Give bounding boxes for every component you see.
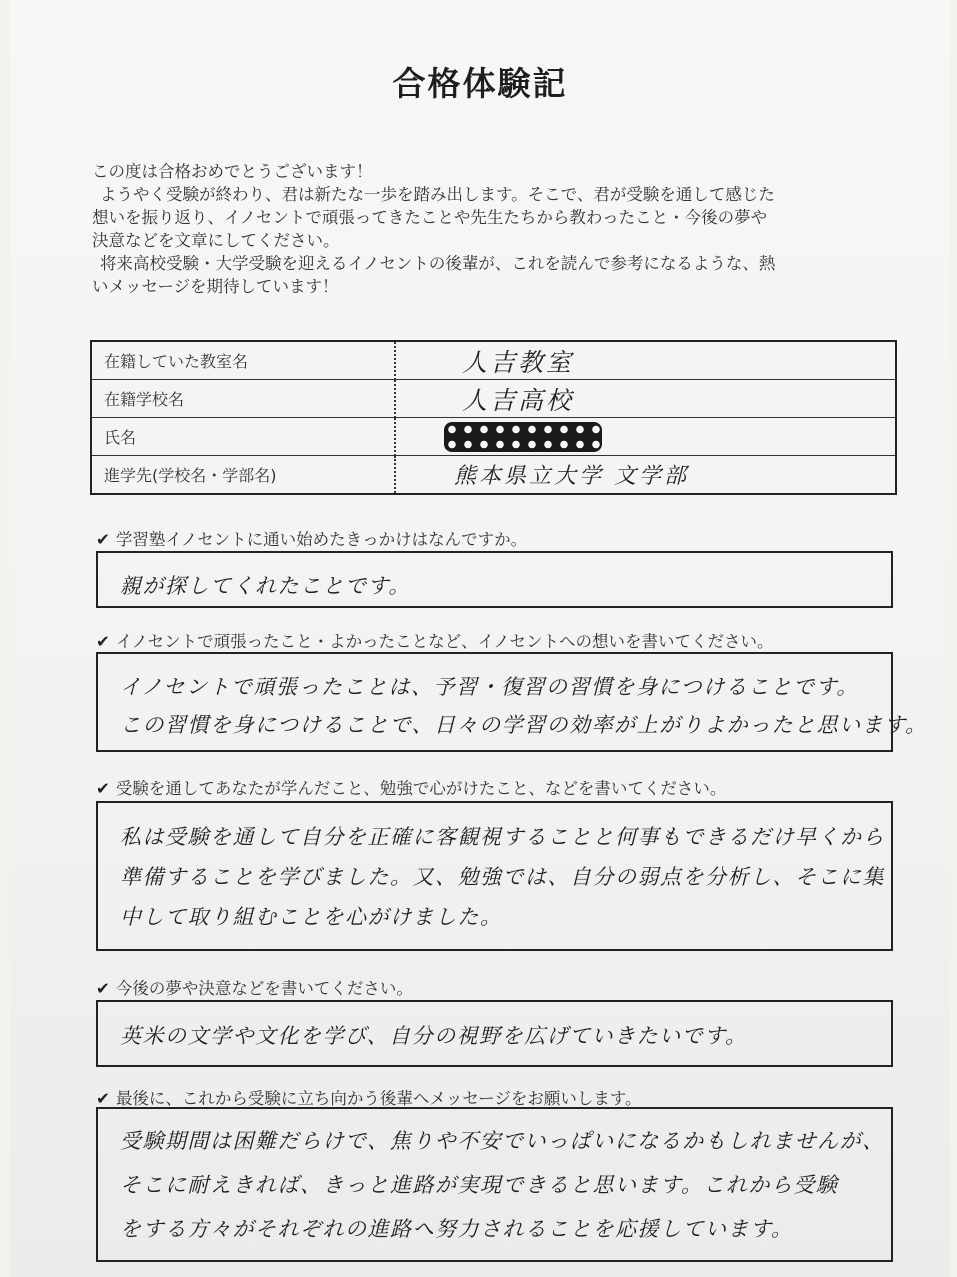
intro-line: 決意などを文章にしてください。 xyxy=(92,231,340,250)
question-5 xyxy=(96,1085,642,1109)
intro-line: ようやく受験が終わり、君は新たな一歩を踏み出します。そこで、君が受験を通して感じた xyxy=(100,185,775,204)
question-text: イノセントで頑張ったこと・よかったことなど、イノセントへの想いを書いてください。 xyxy=(115,632,774,651)
school-value: 人吉高校 xyxy=(395,380,896,418)
school-label: 在籍学校名 xyxy=(91,380,395,418)
question-text: 今後の夢や決意などを書いてください。 xyxy=(115,979,413,998)
check-icon: ✔ xyxy=(96,530,110,549)
info-row-school xyxy=(91,380,896,418)
page-title: 合格体験記 xyxy=(392,64,568,103)
question-text: 最後に、これから受験に立ち向かう後輩へメッセージをお願いします。 xyxy=(115,1089,642,1108)
answer-box-2 xyxy=(96,652,928,752)
info-row-name xyxy=(91,418,896,456)
answer-box-4 xyxy=(96,1000,893,1067)
name-label: 氏名 xyxy=(91,418,395,456)
classroom-label: 在籍していた教室名 xyxy=(91,341,395,380)
answer-box-5 xyxy=(96,1107,893,1262)
answer-line: 受験期間は困難だらけで、焦りや不安でいっぱいになるかもしれませんが、 xyxy=(120,1129,885,1153)
answer-box-3 xyxy=(96,801,893,951)
answer-line: をする方々がそれぞれの進路へ努力されることを応援しています。 xyxy=(120,1217,794,1241)
destination-value: 熊本県立大学 文学部 xyxy=(395,456,896,495)
answer-line: 準備することを学びました。又、勉強では、自分の弱点を分析し、そこに集 xyxy=(120,865,885,889)
intro-line: この度は合格おめでとうございます！ xyxy=(92,162,373,181)
question-text: 学習塾イノセントに通い始めたきっかけはなんですか。 xyxy=(115,530,528,549)
question-4 xyxy=(96,975,413,999)
info-table xyxy=(90,340,897,495)
redaction-mask xyxy=(444,422,602,452)
info-row-classroom xyxy=(91,341,896,380)
check-icon: ✔ xyxy=(96,1089,110,1108)
question-text: 受験を通してあなたが学んだこと、勉強で心がけたこと、などを書いてください。 xyxy=(115,779,727,798)
question-1 xyxy=(96,526,527,550)
answer-line: そこに耐えきれば、きっと進路が実現できると思います。これから受験 xyxy=(120,1173,839,1197)
answer-line: 私は受験を通して自分を正確に客観視することと何事もできるだけ早くから xyxy=(120,825,885,849)
name-value xyxy=(395,418,896,456)
check-icon: ✔ xyxy=(96,632,110,651)
answer-line: この習慣を身につけることで、日々の学習の効率が上がりよかったと思います。 xyxy=(120,713,928,737)
destination-label: 進学先(学校名・学部名) xyxy=(91,456,395,495)
intro-line: 想いを振り返り、イノセントで頑張ってきたことや先生たちから教わったこと・今後の夢や xyxy=(92,208,768,227)
info-row-destination xyxy=(91,456,896,495)
answer-line: 親が探してくれたことです。 xyxy=(120,574,411,598)
answer-line: 英米の文学や文化を学び、自分の視野を広げていきたいです。 xyxy=(120,1024,748,1048)
check-icon: ✔ xyxy=(96,979,110,998)
question-2 xyxy=(96,628,774,652)
answer-box-1 xyxy=(96,551,893,608)
classroom-value: 人吉教室 xyxy=(395,341,896,380)
document-sheet xyxy=(10,0,950,1277)
answer-line: 中して取り組むことを心がけました。 xyxy=(120,905,503,929)
intro-text xyxy=(92,160,892,298)
check-icon: ✔ xyxy=(96,779,110,798)
question-3 xyxy=(96,775,726,799)
answer-line: イノセントで頑張ったことは、予習・復習の習慣を身につけることです。 xyxy=(120,675,859,699)
intro-line: 将来高校受験・大学受験を迎えるイノセントの後輩が、これを読んで参考になるような、熱 xyxy=(100,254,776,273)
intro-line: いメッセージを期待しています！ xyxy=(92,277,339,296)
